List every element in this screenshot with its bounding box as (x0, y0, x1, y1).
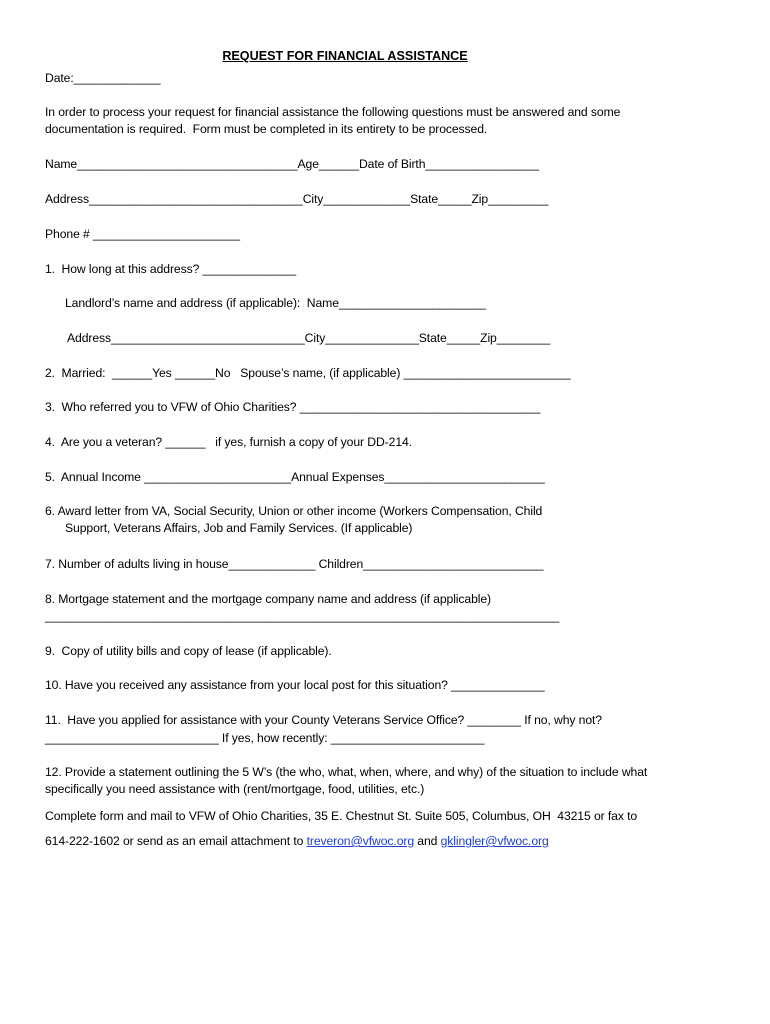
question-12-line-1: 12. Provide a statement outlining the 5 W’s (the who, what, when, where, and why) of the situation to include what (45, 765, 648, 779)
email-link-gklingler[interactable]: gklingler@vfwoc.org (440, 834, 549, 848)
closing-line-2-text: 614-222-1602 or send as an email attachment to (45, 834, 307, 848)
phone-field[interactable]: Phone # ______________________ (45, 227, 240, 241)
question-6-line-1: 6. Award letter from VA, Social Security, Union or other income (Workers Compensation, Child (45, 504, 543, 518)
question-8-answer-line[interactable]: _____________________________________________________________________________ (45, 609, 560, 623)
landlord-name-field[interactable]: Landlord’s name and address (if applicable): Name______________________ (65, 296, 486, 310)
form-title: REQUEST FOR FINANCIAL ASSISTANCE (222, 49, 468, 63)
question-12-line-2: specifically you need assistance with (rent/mortgage, food, utilities, etc.) (45, 782, 425, 796)
question-2[interactable]: 2. Married: ______Yes ______No Spouse’s name, (if applicable) _________________________ (45, 366, 571, 380)
address-field[interactable]: Address________________________________City_____________State_____Zip_________ (45, 192, 549, 206)
date-field[interactable]: Date:_____________ (45, 71, 161, 85)
question-11-line-1[interactable]: 11. Have you applied for assistance with your County Veterans Service Office? ________ If no, why not? (45, 713, 602, 727)
intro-line-1: In order to process your request for financial assistance the following questions must be answered and some (45, 105, 621, 119)
question-10[interactable]: 10. Have you received any assistance from your local post for this situation? ______________ (45, 678, 545, 692)
intro-line-2: documentation is required. Form must be completed in its entirety to be processed. (45, 122, 488, 136)
question-6-line-2: Support, Veterans Affairs, Job and Family Services. (If applicable) (65, 521, 413, 535)
question-3[interactable]: 3. Who referred you to VFW of Ohio Charities? ____________________________________ (45, 400, 541, 414)
closing-line-1: Complete form and mail to VFW of Ohio Charities, 35 E. Chestnut St. Suite 505, Columbus, OH 43215 or fax to (45, 809, 638, 823)
question-5[interactable]: 5. Annual Income ______________________Annual Expenses________________________ (45, 470, 545, 484)
question-7[interactable]: 7. Number of adults living in house_____________ Children___________________________ (45, 557, 544, 571)
landlord-address-field[interactable]: Address_____________________________City______________State_____Zip________ (67, 331, 551, 345)
email-link-treveron[interactable]: treveron@vfwoc.org (306, 834, 415, 848)
name-age-dob-field[interactable]: Name_________________________________Age______Date of Birth_________________ (45, 157, 539, 171)
closing-line-2 (45, 833, 549, 850)
question-1[interactable]: 1. How long at this address? ______________ (45, 262, 297, 276)
question-9: 9. Copy of utility bills and copy of lease (if applicable). (45, 644, 332, 658)
closing-conjunction: and (414, 834, 441, 848)
question-4[interactable]: 4. Are you a veteran? ______ if yes, furnish a copy of your DD-214. (45, 435, 412, 449)
question-8-line-1: 8. Mortgage statement and the mortgage company name and address (if applicable) (45, 592, 492, 606)
question-11-line-2[interactable]: __________________________ If yes, how recently: _______________________ (45, 731, 485, 745)
